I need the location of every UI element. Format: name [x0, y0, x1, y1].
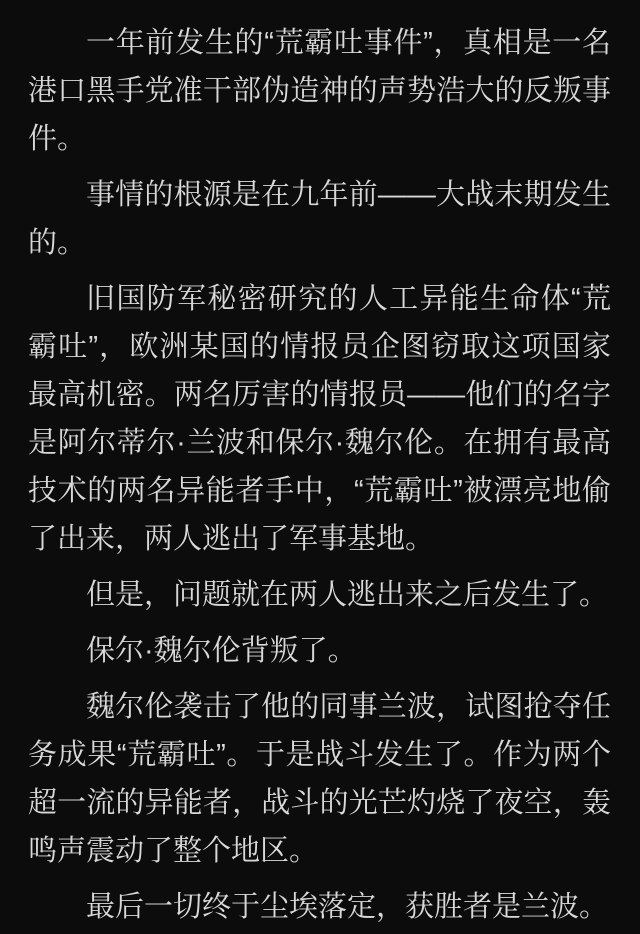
paragraph: 但是，问题就在两人逃出来之后发生了。	[86, 579, 609, 611]
paragraph: 旧国防军秘密研究的人工异能生命体“荒霸吐”，欧洲某国的情报员企图窃取这项国家最高机密。两名厉害的情报员——他们的名字是阿尔蒂尔·兰波和保尔·魏尔伦。在拥有最高技术的两名异能者手中，“荒霸吐”被漂亮地偷了出来，两人逃出了军事基地。	[28, 283, 611, 555]
paragraph: 保尔·魏尔伦背叛了。	[86, 635, 357, 667]
paragraph: 最后一切终于尘埃落定，获胜者是兰波。	[86, 891, 609, 923]
paragraph: 事情的根源是在九年前——大战末期发生的。	[28, 179, 611, 259]
paragraph: 魏尔伦袭击了他的同事兰波，试图抢夺任务成果“荒霸吐”。于是战斗发生了。作为两个超一流的异能者，战斗的光芒灼烧了夜空，轰鸣声震动了整个地区。	[28, 691, 611, 867]
paragraph: 一年前发生的“荒霸吐事件”，真相是一名港口黑手党准干部伪造神的声势浩大的反叛事件。	[28, 27, 611, 155]
